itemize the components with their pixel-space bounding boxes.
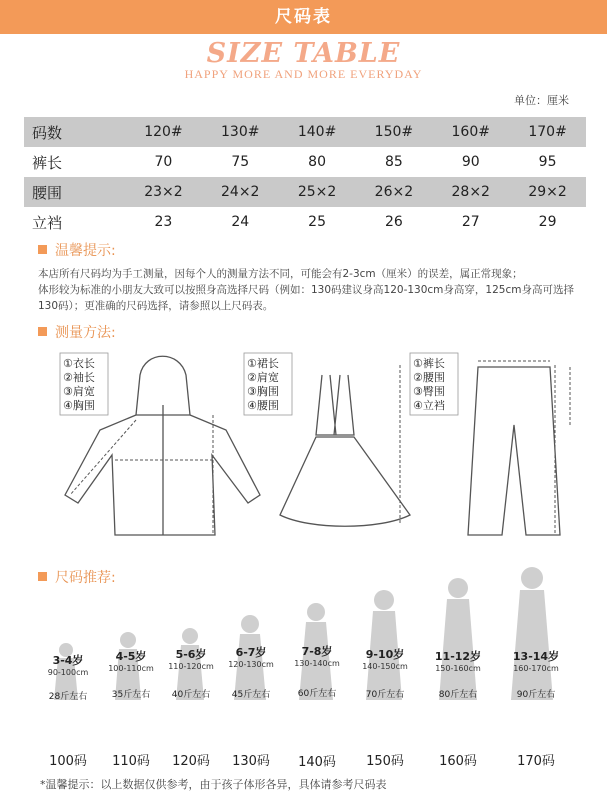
pants-outline: [468, 367, 560, 535]
table-cell: 130#: [202, 117, 279, 147]
footnote: *温馨提示：以上数据仅供参考，由于孩子体形各异，具体请参考尺码表: [40, 778, 387, 791]
size-recommendation-item: [282, 643, 352, 770]
size-recommendation-item: [36, 652, 100, 769]
measure-heading: [38, 322, 116, 342]
notice-heading: [38, 240, 116, 260]
notice-heading-text: 温馨提示:: [55, 243, 116, 259]
banner-title: SIZE TABLE: [206, 38, 401, 69]
jacket-legend: [60, 353, 108, 415]
table-cell: 27: [432, 207, 509, 237]
height-range: 110-120cm: [168, 662, 214, 671]
height-range: 140-150cm: [362, 662, 408, 671]
table-cell: 25: [279, 207, 356, 237]
table-cell: 75: [202, 147, 279, 177]
dress-skirt: [280, 437, 410, 526]
weight-label: 70斤左右: [365, 690, 405, 700]
size-code: 140码: [298, 755, 336, 770]
table-cell: 90: [432, 147, 509, 177]
table-cell: 23: [125, 207, 202, 237]
size-code: 170码: [517, 754, 555, 769]
table-cell: 120#: [125, 117, 202, 147]
legend-item: ③臀围: [413, 385, 445, 398]
table-cell: 29×2: [509, 177, 586, 207]
legend-item: ④腰围: [247, 399, 279, 412]
table-row: [24, 177, 586, 207]
weight-label: 40斤左右: [171, 690, 211, 700]
measure-heading-text: 测量方法:: [55, 325, 116, 341]
table-cell: 24: [202, 207, 279, 237]
legend-item: ④胸围: [63, 399, 95, 412]
recommend-heading-text: 尺码推荐:: [55, 570, 116, 586]
height-range: 160-170cm: [513, 664, 559, 673]
age-label: 4-5岁: [115, 650, 147, 663]
page-title: 尺码表: [275, 7, 332, 27]
table-cell: 28×2: [432, 177, 509, 207]
size-recommendation-item: [218, 644, 284, 769]
table-cell: 95: [509, 147, 586, 177]
dress-diagram: [280, 375, 410, 526]
legend-item: ④立裆: [413, 399, 445, 412]
table-cell: 25×2: [279, 177, 356, 207]
size-recommendation-item: [158, 646, 224, 769]
legend-item: ③胸围: [247, 385, 279, 398]
size-recommendation-item: [350, 646, 420, 769]
jacket-measure-lines: [70, 415, 213, 535]
weight-label: 45斤左右: [231, 690, 271, 700]
weight-label: 90斤左右: [516, 690, 556, 700]
age-label: 9-10岁: [365, 648, 405, 661]
table-row: [24, 207, 586, 237]
height-range: 90-100cm: [47, 668, 89, 677]
table-cell: 23×2: [125, 177, 202, 207]
row-header: 立裆: [24, 207, 125, 237]
size-code: 110码: [112, 754, 150, 769]
height-range: 100-110cm: [108, 664, 154, 673]
weight-label: 60斤左右: [297, 689, 337, 699]
table-cell: 26: [355, 207, 432, 237]
jacket-sleeve-line: [70, 420, 136, 495]
table-cell: 170#: [509, 117, 586, 147]
dress-measure-lines: [316, 365, 400, 525]
age-label: 5-6岁: [175, 648, 207, 661]
size-recommendation-item: [98, 648, 164, 769]
legend-item: ①裙长: [247, 357, 279, 370]
height-range: 130-140cm: [294, 659, 340, 668]
table-cell: 140#: [279, 117, 356, 147]
size-table: [24, 117, 586, 237]
pants-measure-lines: [478, 361, 570, 535]
legend-item: ①裤长: [413, 357, 445, 370]
table-cell: 26×2: [355, 177, 432, 207]
pants-diagram: [468, 367, 560, 535]
weight-label: 80斤左右: [438, 690, 478, 700]
size-recommendation-item: [498, 648, 574, 769]
table-cell: 29: [509, 207, 586, 237]
age-label: 7-8岁: [301, 645, 333, 658]
table-cell: 24×2: [202, 177, 279, 207]
weight-label: 35斤左右: [111, 690, 151, 700]
dress-legend: [244, 353, 292, 415]
legend-item: ②肩宽: [247, 371, 279, 384]
height-range: 120-130cm: [228, 660, 274, 669]
table-row: [24, 147, 586, 177]
legend-item: ③肩宽: [63, 385, 95, 398]
age-label: 6-7岁: [235, 646, 267, 659]
legend-item: ②腰围: [413, 371, 445, 384]
table-row: [24, 117, 586, 147]
age-label: 11-12岁: [434, 650, 482, 663]
height-range: 150-160cm: [435, 664, 481, 673]
age-label: 3-4岁: [52, 654, 84, 667]
size-code: 130码: [232, 754, 270, 769]
pants-legend: [410, 353, 458, 415]
row-header: 腰围: [24, 177, 125, 207]
legend-item: ②袖长: [63, 371, 95, 384]
size-recommendation-item: [422, 648, 494, 769]
table-cell: 160#: [432, 117, 509, 147]
bullet-square-icon: [38, 245, 47, 254]
weight-label: 28斤左右: [48, 692, 88, 702]
age-label: 13-14岁: [512, 650, 560, 663]
dress-bodice: [316, 375, 354, 435]
row-header: 裤长: [24, 147, 125, 177]
legend-item: ①衣长: [63, 357, 95, 370]
banner-subtitle: HAPPY MORE AND MORE EVERYDAY: [184, 67, 423, 81]
notice-line-1: 本店所有尺码均为手工测量，因每个人的测量方法不同，可能会有2-3cm（厘米）的误差，属正常现象；: [38, 268, 523, 280]
table-cell: 70: [125, 147, 202, 177]
measurement-diagrams: [30, 345, 590, 545]
size-code: 120码: [172, 754, 210, 769]
table-cell: 150#: [355, 117, 432, 147]
table-cell: 80: [279, 147, 356, 177]
notice-line-2: 体形较为标准的小朋友大致可以按照身高选择尺码（例如：130码建议身高120-130cm身高穿，125cm身高可选择130码）；更准确的尺码选择，请参照以上尺码表。: [38, 284, 574, 312]
notice-text: [38, 266, 578, 314]
size-code: 160码: [439, 754, 477, 769]
row-header: 码数: [24, 117, 125, 147]
bullet-square-icon: [38, 327, 47, 336]
size-code: 150码: [366, 754, 404, 769]
unit-label: 单位：厘米: [514, 94, 569, 107]
size-code: 100码: [49, 754, 87, 769]
table-cell: 85: [355, 147, 432, 177]
